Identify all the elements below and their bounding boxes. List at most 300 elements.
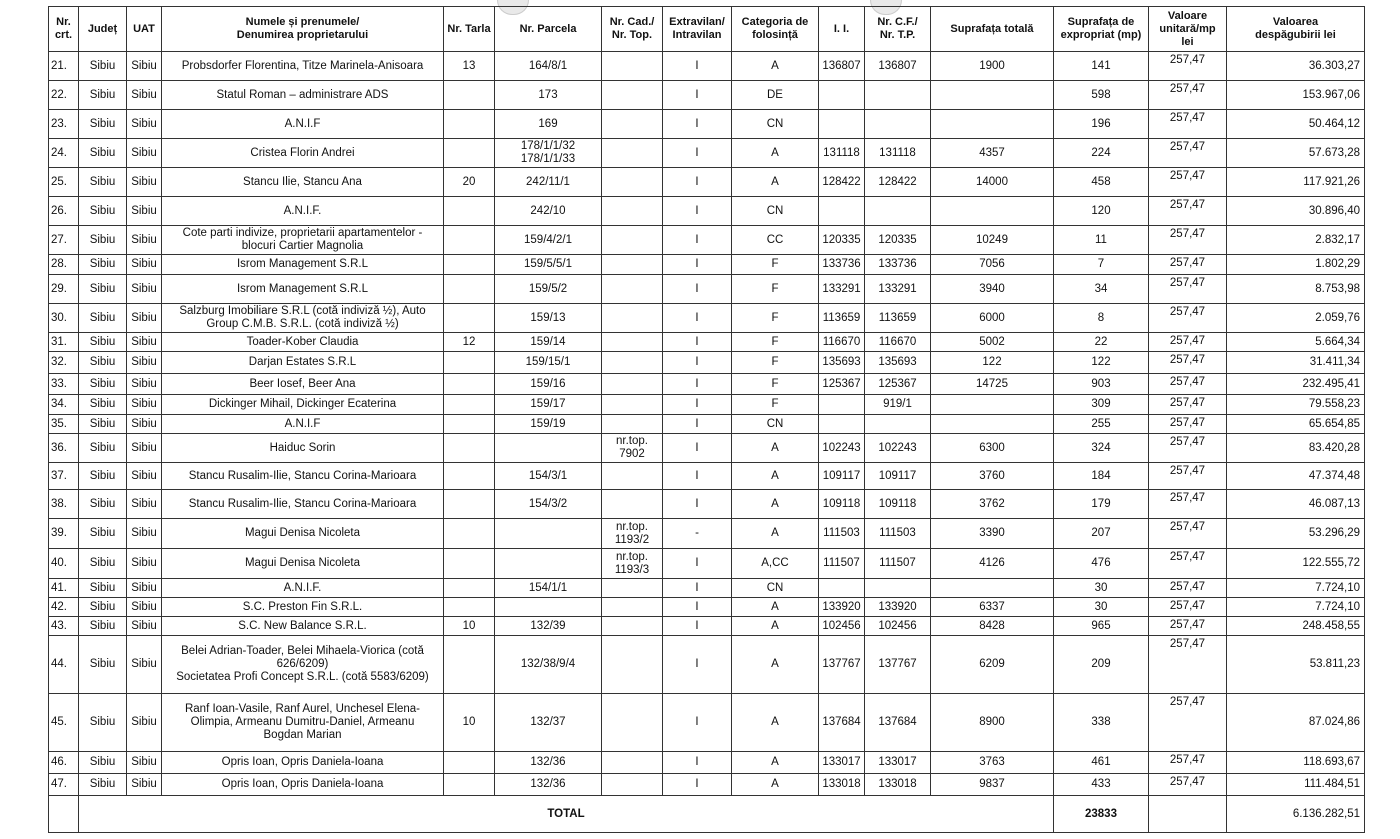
cell-ii bbox=[819, 579, 865, 598]
cell-proprietar: Isrom Management S.R.L bbox=[162, 255, 444, 275]
cell-suprafata-expropriat: 34 bbox=[1054, 275, 1149, 304]
table-row bbox=[49, 374, 1365, 395]
table-row bbox=[49, 333, 1365, 352]
cell-extravilan: I bbox=[663, 694, 732, 752]
cell-proprietar: Stancu Rusalim-Ilie, Stancu Corina-Marioara bbox=[162, 490, 444, 519]
cell-judet: Sibiu bbox=[79, 139, 127, 168]
table-row bbox=[49, 139, 1365, 168]
cell-extravilan: I bbox=[663, 275, 732, 304]
cell-categorie: F bbox=[732, 275, 819, 304]
cell-ii: 109118 bbox=[819, 490, 865, 519]
cell-suprafata-expropriat: 598 bbox=[1054, 81, 1149, 110]
cell-suprafata-expropriat: 209 bbox=[1054, 636, 1149, 694]
cell-valoare-unitara: 257,47 bbox=[1149, 333, 1227, 352]
table-row bbox=[49, 81, 1365, 110]
cell-cf-tp: 133736 bbox=[865, 255, 931, 275]
header-categorie: Categoria de folosință bbox=[732, 7, 819, 52]
cell-valoare-unitara: 257,47 bbox=[1149, 81, 1227, 110]
cell-valoare-unitara: 257,47 bbox=[1149, 598, 1227, 617]
total-valoare-unitara-blank bbox=[1149, 796, 1227, 833]
cell-judet: Sibiu bbox=[79, 352, 127, 374]
cell-extravilan: I bbox=[663, 304, 732, 333]
cell-cf-tp: 109117 bbox=[865, 463, 931, 490]
cell-nr-crt: 24. bbox=[49, 139, 79, 168]
cell-categorie: F bbox=[732, 352, 819, 374]
cell-suprafata-totala: 14000 bbox=[931, 168, 1054, 197]
cell-categorie: A bbox=[732, 598, 819, 617]
header-suprafata-expropriat: Suprafața de expropriat (mp) bbox=[1054, 7, 1149, 52]
cell-tarla bbox=[444, 255, 495, 275]
cell-suprafata-expropriat: 458 bbox=[1054, 168, 1149, 197]
cell-categorie: DE bbox=[732, 81, 819, 110]
cell-suprafata-expropriat: 965 bbox=[1054, 617, 1149, 636]
cell-ii bbox=[819, 197, 865, 226]
cell-suprafata-expropriat: 207 bbox=[1054, 519, 1149, 549]
header-row bbox=[49, 7, 1365, 52]
table-row bbox=[49, 110, 1365, 139]
cell-extravilan: I bbox=[663, 374, 732, 395]
cell-uat: Sibiu bbox=[127, 598, 162, 617]
header-suprafata-totala: Suprafața totală bbox=[931, 7, 1054, 52]
cell-extravilan: I bbox=[663, 636, 732, 694]
total-label: TOTAL bbox=[79, 796, 1054, 833]
cell-valoare-unitara: 257,47 bbox=[1149, 197, 1227, 226]
cell-proprietar: Belei Adrian-Toader, Belei Mihaela-Viorica (cotă 626/6209) Societatea Profi Concept S.R.L. (cotă 5583/6209) bbox=[162, 636, 444, 694]
cell-parcela: 173 bbox=[495, 81, 602, 110]
cell-proprietar: Magui Denisa Nicoleta bbox=[162, 549, 444, 579]
cell-proprietar: Cote parti indivize, proprietarii apartamentelor - blocuri Cartier Magnolia bbox=[162, 226, 444, 255]
cell-suprafata-expropriat: 120 bbox=[1054, 197, 1149, 226]
cell-extravilan: I bbox=[663, 549, 732, 579]
cell-suprafata-totala: 3940 bbox=[931, 275, 1054, 304]
cell-valoare-despagubire: 118.693,67 bbox=[1227, 752, 1365, 774]
cell-valoare-despagubire: 2.832,17 bbox=[1227, 226, 1365, 255]
cell-proprietar: A.N.I.F bbox=[162, 415, 444, 434]
cell-tarla bbox=[444, 434, 495, 463]
cell-categorie: CN bbox=[732, 415, 819, 434]
cell-extravilan: I bbox=[663, 752, 732, 774]
cell-valoare-despagubire: 111.484,51 bbox=[1227, 774, 1365, 796]
cell-judet: Sibiu bbox=[79, 275, 127, 304]
document-page bbox=[48, 6, 1364, 833]
cell-judet: Sibiu bbox=[79, 110, 127, 139]
table-row bbox=[49, 395, 1365, 415]
cell-valoare-unitara: 257,47 bbox=[1149, 395, 1227, 415]
cell-parcela: 154/3/2 bbox=[495, 490, 602, 519]
header-extravilan: Extravilan/ Intravilan bbox=[663, 7, 732, 52]
cell-valoare-despagubire: 53.296,29 bbox=[1227, 519, 1365, 549]
total-blank-cell bbox=[49, 796, 79, 833]
cell-nr-crt: 26. bbox=[49, 197, 79, 226]
cell-ii: 137684 bbox=[819, 694, 865, 752]
table-body bbox=[49, 52, 1365, 833]
cell-uat: Sibiu bbox=[127, 139, 162, 168]
cell-nr-crt: 38. bbox=[49, 490, 79, 519]
cell-valoare-despagubire: 5.664,34 bbox=[1227, 333, 1365, 352]
table-row bbox=[49, 226, 1365, 255]
cell-cf-tp: 116670 bbox=[865, 333, 931, 352]
cell-tarla bbox=[444, 226, 495, 255]
cell-uat: Sibiu bbox=[127, 519, 162, 549]
cell-extravilan: I bbox=[663, 415, 732, 434]
cell-nr-crt: 47. bbox=[49, 774, 79, 796]
cell-uat: Sibiu bbox=[127, 490, 162, 519]
cell-ii: 137767 bbox=[819, 636, 865, 694]
cell-tarla bbox=[444, 139, 495, 168]
cell-categorie: A bbox=[732, 694, 819, 752]
cell-tarla: 13 bbox=[444, 52, 495, 81]
cell-tarla: 10 bbox=[444, 694, 495, 752]
cell-valoare-unitara: 257,47 bbox=[1149, 374, 1227, 395]
cell-tarla bbox=[444, 636, 495, 694]
cell-judet: Sibiu bbox=[79, 463, 127, 490]
cell-suprafata-expropriat: 30 bbox=[1054, 579, 1149, 598]
cell-cf-tp bbox=[865, 110, 931, 139]
cell-categorie: F bbox=[732, 374, 819, 395]
total-row bbox=[49, 796, 1365, 833]
cell-valoare-despagubire: 7.724,10 bbox=[1227, 598, 1365, 617]
cell-cf-tp: 133291 bbox=[865, 275, 931, 304]
cell-extravilan: I bbox=[663, 226, 732, 255]
cell-tarla bbox=[444, 275, 495, 304]
cell-ii: 113659 bbox=[819, 304, 865, 333]
cell-judet: Sibiu bbox=[79, 415, 127, 434]
cell-suprafata-totala: 9837 bbox=[931, 774, 1054, 796]
cell-categorie: A bbox=[732, 463, 819, 490]
cell-extravilan: I bbox=[663, 197, 732, 226]
cell-extravilan: - bbox=[663, 519, 732, 549]
table-row bbox=[49, 52, 1365, 81]
cell-nr-crt: 21. bbox=[49, 52, 79, 81]
cell-ii: 111507 bbox=[819, 549, 865, 579]
cell-uat: Sibiu bbox=[127, 752, 162, 774]
cell-uat: Sibiu bbox=[127, 617, 162, 636]
cell-parcela: 159/5/5/1 bbox=[495, 255, 602, 275]
cell-proprietar: Probsdorfer Florentina, Titze Marinela-Anisoara bbox=[162, 52, 444, 81]
header-judet: Județ bbox=[79, 7, 127, 52]
cell-nr-crt: 45. bbox=[49, 694, 79, 752]
cell-uat: Sibiu bbox=[127, 549, 162, 579]
table-row bbox=[49, 275, 1365, 304]
cell-parcela: 159/16 bbox=[495, 374, 602, 395]
cell-cad-top bbox=[602, 694, 663, 752]
cell-categorie: A bbox=[732, 519, 819, 549]
cell-valoare-unitara: 257,47 bbox=[1149, 52, 1227, 81]
cell-valoare-unitara: 257,47 bbox=[1149, 226, 1227, 255]
cell-suprafata-totala: 6209 bbox=[931, 636, 1054, 694]
cell-tarla: 12 bbox=[444, 333, 495, 352]
cell-valoare-unitara: 257,47 bbox=[1149, 694, 1227, 752]
cell-suprafata-totala: 3763 bbox=[931, 752, 1054, 774]
cell-categorie: F bbox=[732, 255, 819, 275]
cell-nr-crt: 40. bbox=[49, 549, 79, 579]
table-row bbox=[49, 197, 1365, 226]
cell-valoare-unitara: 257,47 bbox=[1149, 110, 1227, 139]
cell-extravilan: I bbox=[663, 352, 732, 374]
header-nr-crt: Nr. crt. bbox=[49, 7, 79, 52]
table-row bbox=[49, 463, 1365, 490]
cell-suprafata-expropriat: 224 bbox=[1054, 139, 1149, 168]
cell-cad-top bbox=[602, 352, 663, 374]
cell-judet: Sibiu bbox=[79, 168, 127, 197]
cell-nr-crt: 29. bbox=[49, 275, 79, 304]
cell-proprietar: S.C. New Balance S.R.L. bbox=[162, 617, 444, 636]
cell-ii: 133736 bbox=[819, 255, 865, 275]
cell-ii: 116670 bbox=[819, 333, 865, 352]
cell-extravilan: I bbox=[663, 139, 732, 168]
cell-judet: Sibiu bbox=[79, 774, 127, 796]
cell-valoare-despagubire: 46.087,13 bbox=[1227, 490, 1365, 519]
cell-valoare-despagubire: 7.724,10 bbox=[1227, 579, 1365, 598]
cell-categorie: A bbox=[732, 752, 819, 774]
cell-parcela: 132/36 bbox=[495, 752, 602, 774]
header-ii: I. I. bbox=[819, 7, 865, 52]
cell-judet: Sibiu bbox=[79, 197, 127, 226]
cell-suprafata-expropriat: 309 bbox=[1054, 395, 1149, 415]
cell-suprafata-expropriat: 122 bbox=[1054, 352, 1149, 374]
cell-suprafata-expropriat: 8 bbox=[1054, 304, 1149, 333]
cell-cad-top bbox=[602, 275, 663, 304]
cell-valoare-unitara: 257,47 bbox=[1149, 490, 1227, 519]
cell-suprafata-expropriat: 196 bbox=[1054, 110, 1149, 139]
cell-valoare-despagubire: 8.753,98 bbox=[1227, 275, 1365, 304]
cell-ii: 109117 bbox=[819, 463, 865, 490]
cell-tarla bbox=[444, 549, 495, 579]
cell-ii bbox=[819, 395, 865, 415]
cell-ii: 120335 bbox=[819, 226, 865, 255]
cell-cf-tp: 133018 bbox=[865, 774, 931, 796]
cell-judet: Sibiu bbox=[79, 255, 127, 275]
table-row bbox=[49, 168, 1365, 197]
cell-proprietar: Ranf Ioan-Vasile, Ranf Aurel, Unchesel Elena- Olimpia, Armeanu Dumitru-Daniel, Armeanu Bogdan Marian bbox=[162, 694, 444, 752]
cell-parcela: 169 bbox=[495, 110, 602, 139]
cell-valoare-unitara: 257,47 bbox=[1149, 275, 1227, 304]
cell-ii bbox=[819, 415, 865, 434]
cell-cf-tp: 125367 bbox=[865, 374, 931, 395]
cell-cad-top bbox=[602, 374, 663, 395]
cell-suprafata-totala: 4357 bbox=[931, 139, 1054, 168]
cell-proprietar: A.N.I.F. bbox=[162, 197, 444, 226]
cell-suprafata-totala: 14725 bbox=[931, 374, 1054, 395]
cell-proprietar: Dickinger Mihail, Dickinger Ecaterina bbox=[162, 395, 444, 415]
cell-valoare-unitara: 257,47 bbox=[1149, 415, 1227, 434]
cell-suprafata-totala: 8900 bbox=[931, 694, 1054, 752]
cell-proprietar: Beer Iosef, Beer Ana bbox=[162, 374, 444, 395]
cell-parcela: 132/39 bbox=[495, 617, 602, 636]
cell-judet: Sibiu bbox=[79, 304, 127, 333]
cell-uat: Sibiu bbox=[127, 110, 162, 139]
cell-cad-top bbox=[602, 463, 663, 490]
table-row bbox=[49, 694, 1365, 752]
cell-valoare-despagubire: 57.673,28 bbox=[1227, 139, 1365, 168]
cell-parcela: 159/15/1 bbox=[495, 352, 602, 374]
cell-suprafata-expropriat: 179 bbox=[1054, 490, 1149, 519]
cell-judet: Sibiu bbox=[79, 519, 127, 549]
header-valoare-unitara: Valoare unitară/mp lei bbox=[1149, 7, 1227, 52]
cell-cf-tp: 102243 bbox=[865, 434, 931, 463]
table-row bbox=[49, 752, 1365, 774]
cell-judet: Sibiu bbox=[79, 395, 127, 415]
cell-tarla bbox=[444, 395, 495, 415]
cell-suprafata-totala: 3390 bbox=[931, 519, 1054, 549]
cell-ii: 133018 bbox=[819, 774, 865, 796]
cell-tarla bbox=[444, 374, 495, 395]
cell-tarla bbox=[444, 81, 495, 110]
cell-categorie: A bbox=[732, 168, 819, 197]
cell-judet: Sibiu bbox=[79, 694, 127, 752]
header-valoare-despagubire: Valoarea despăgubirii lei bbox=[1227, 7, 1365, 52]
cell-cad-top: nr.top. 1193/3 bbox=[602, 549, 663, 579]
cell-categorie: CN bbox=[732, 110, 819, 139]
cell-cad-top bbox=[602, 617, 663, 636]
expropriation-table bbox=[48, 6, 1365, 833]
cell-cad-top bbox=[602, 636, 663, 694]
cell-nr-crt: 23. bbox=[49, 110, 79, 139]
cell-parcela bbox=[495, 549, 602, 579]
cell-uat: Sibiu bbox=[127, 197, 162, 226]
table-row bbox=[49, 519, 1365, 549]
cell-suprafata-expropriat: 338 bbox=[1054, 694, 1149, 752]
cell-extravilan: I bbox=[663, 168, 732, 197]
cell-proprietar: Salzburg Imobiliare S.R.L (cotă indiviză ½), Auto Group C.M.B. S.R.L. (cotă indiviză ½) bbox=[162, 304, 444, 333]
cell-categorie: A bbox=[732, 636, 819, 694]
cell-proprietar: Toader-Kober Claudia bbox=[162, 333, 444, 352]
cell-cf-tp: 109118 bbox=[865, 490, 931, 519]
cell-judet: Sibiu bbox=[79, 52, 127, 81]
cell-parcela: 132/37 bbox=[495, 694, 602, 752]
cell-judet: Sibiu bbox=[79, 636, 127, 694]
cell-tarla: 10 bbox=[444, 617, 495, 636]
cell-uat: Sibiu bbox=[127, 226, 162, 255]
cell-tarla bbox=[444, 197, 495, 226]
header-parcela: Nr. Parcela bbox=[495, 7, 602, 52]
cell-cad-top bbox=[602, 52, 663, 81]
cell-uat: Sibiu bbox=[127, 255, 162, 275]
cell-parcela: 159/17 bbox=[495, 395, 602, 415]
cell-judet: Sibiu bbox=[79, 226, 127, 255]
cell-nr-crt: 32. bbox=[49, 352, 79, 374]
cell-suprafata-expropriat: 184 bbox=[1054, 463, 1149, 490]
cell-parcela: 164/8/1 bbox=[495, 52, 602, 81]
cell-parcela: 159/19 bbox=[495, 415, 602, 434]
cell-cad-top bbox=[602, 395, 663, 415]
cell-valoare-despagubire: 30.896,40 bbox=[1227, 197, 1365, 226]
cell-valoare-unitara: 257,47 bbox=[1149, 434, 1227, 463]
cell-valoare-despagubire: 87.024,86 bbox=[1227, 694, 1365, 752]
cell-judet: Sibiu bbox=[79, 81, 127, 110]
cell-cf-tp bbox=[865, 197, 931, 226]
cell-valoare-unitara: 257,47 bbox=[1149, 617, 1227, 636]
cell-cf-tp: 135693 bbox=[865, 352, 931, 374]
cell-judet: Sibiu bbox=[79, 752, 127, 774]
cell-valoare-unitara: 257,47 bbox=[1149, 255, 1227, 275]
cell-extravilan: I bbox=[663, 463, 732, 490]
cell-suprafata-totala: 8428 bbox=[931, 617, 1054, 636]
cell-judet: Sibiu bbox=[79, 549, 127, 579]
cell-nr-crt: 33. bbox=[49, 374, 79, 395]
table-row bbox=[49, 490, 1365, 519]
table-row bbox=[49, 549, 1365, 579]
total-valoare-despagubire: 6.136.282,51 bbox=[1227, 796, 1365, 833]
cell-suprafata-totala: 6337 bbox=[931, 598, 1054, 617]
cell-tarla bbox=[444, 352, 495, 374]
table-row bbox=[49, 579, 1365, 598]
table-row bbox=[49, 636, 1365, 694]
cell-valoare-despagubire: 53.811,23 bbox=[1227, 636, 1365, 694]
cell-categorie: A bbox=[732, 434, 819, 463]
table-row bbox=[49, 774, 1365, 796]
cell-suprafata-totala: 4126 bbox=[931, 549, 1054, 579]
cell-nr-crt: 44. bbox=[49, 636, 79, 694]
cell-suprafata-totala: 5002 bbox=[931, 333, 1054, 352]
cell-cf-tp: 111503 bbox=[865, 519, 931, 549]
cell-cf-tp bbox=[865, 81, 931, 110]
cell-valoare-despagubire: 36.303,27 bbox=[1227, 52, 1365, 81]
cell-valoare-despagubire: 122.555,72 bbox=[1227, 549, 1365, 579]
cell-valoare-unitara: 257,47 bbox=[1149, 352, 1227, 374]
header-uat: UAT bbox=[127, 7, 162, 52]
cell-categorie: A,CC bbox=[732, 549, 819, 579]
cell-tarla bbox=[444, 579, 495, 598]
cell-suprafata-totala: 3760 bbox=[931, 463, 1054, 490]
cell-suprafata-totala: 6000 bbox=[931, 304, 1054, 333]
cell-cad-top bbox=[602, 110, 663, 139]
cell-cad-top: nr.top. 7902 bbox=[602, 434, 663, 463]
cell-extravilan: I bbox=[663, 617, 732, 636]
cell-proprietar: Statul Roman – administrare ADS bbox=[162, 81, 444, 110]
cell-valoare-despagubire: 65.654,85 bbox=[1227, 415, 1365, 434]
cell-cad-top bbox=[602, 304, 663, 333]
cell-categorie: A bbox=[732, 617, 819, 636]
header-cad-top: Nr. Cad./ Nr. Top. bbox=[602, 7, 663, 52]
cell-nr-crt: 34. bbox=[49, 395, 79, 415]
cell-valoare-unitara: 257,47 bbox=[1149, 168, 1227, 197]
cell-valoare-despagubire: 1.802,29 bbox=[1227, 255, 1365, 275]
table-row bbox=[49, 304, 1365, 333]
cell-valoare-unitara: 257,47 bbox=[1149, 579, 1227, 598]
cell-cad-top bbox=[602, 168, 663, 197]
cell-cad-top bbox=[602, 415, 663, 434]
cell-parcela: 242/11/1 bbox=[495, 168, 602, 197]
cell-parcela: 159/5/2 bbox=[495, 275, 602, 304]
cell-nr-crt: 43. bbox=[49, 617, 79, 636]
header-proprietar: Numele și prenumele/ Denumirea proprietarului bbox=[162, 7, 444, 52]
cell-suprafata-totala bbox=[931, 81, 1054, 110]
cell-cf-tp: 131118 bbox=[865, 139, 931, 168]
cell-cad-top bbox=[602, 598, 663, 617]
cell-judet: Sibiu bbox=[79, 434, 127, 463]
cell-extravilan: I bbox=[663, 774, 732, 796]
cell-uat: Sibiu bbox=[127, 694, 162, 752]
cell-nr-crt: 42. bbox=[49, 598, 79, 617]
cell-valoare-unitara: 257,47 bbox=[1149, 304, 1227, 333]
cell-proprietar: A.N.I.F. bbox=[162, 579, 444, 598]
cell-ii bbox=[819, 110, 865, 139]
cell-valoare-unitara: 257,47 bbox=[1149, 463, 1227, 490]
cell-cf-tp: 133920 bbox=[865, 598, 931, 617]
table-row bbox=[49, 415, 1365, 434]
cell-proprietar: A.N.I.F bbox=[162, 110, 444, 139]
cell-uat: Sibiu bbox=[127, 168, 162, 197]
cell-suprafata-expropriat: 22 bbox=[1054, 333, 1149, 352]
cell-suprafata-totala bbox=[931, 110, 1054, 139]
cell-valoare-unitara: 257,47 bbox=[1149, 636, 1227, 694]
table-row bbox=[49, 434, 1365, 463]
cell-uat: Sibiu bbox=[127, 304, 162, 333]
cell-proprietar: Haiduc Sorin bbox=[162, 434, 444, 463]
cell-parcela bbox=[495, 598, 602, 617]
cell-suprafata-totala: 10249 bbox=[931, 226, 1054, 255]
